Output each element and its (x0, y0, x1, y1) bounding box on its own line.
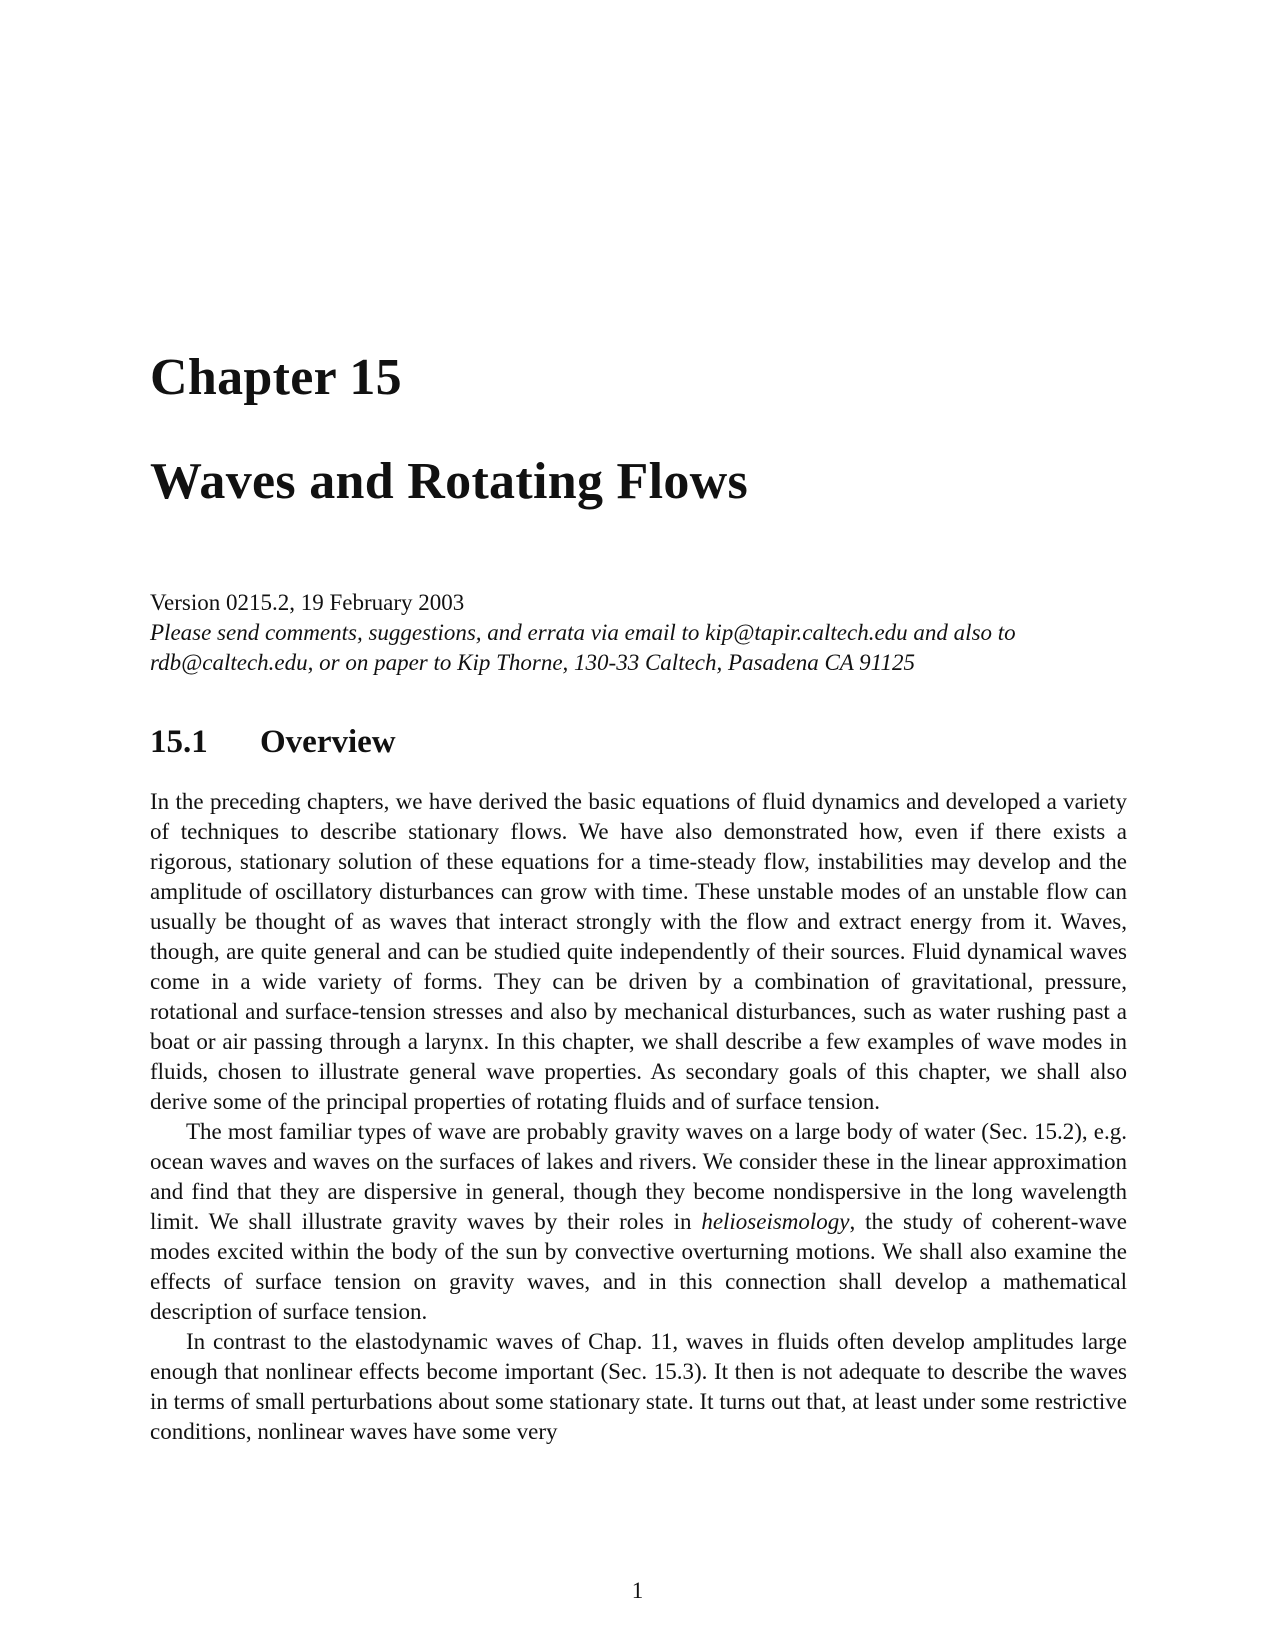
version-line: Version 0215.2, 19 February 2003 (150, 590, 465, 615)
paragraph-2-text-a: The most familiar types of wave are probably gravity waves on a large body of water (Sec. 15.2), e.g. ocean waves and waves on the surfaces of lakes and rivers. We consider these in the linear approximation and find that they are dispersive in general, though they become nondispersive in the long wavelength limit. We shall illustrate gravity waves by their roles in (150, 1119, 1127, 1234)
paragraph-3: In contrast to the elastodynamic waves of Chap. 11, waves in fluids often develop amplitudes large enough that nonlinear effects become important (Sec. 15.3). It then is not adequate to describe the waves in terms of small perturbations about some stationary state. It turns out that, at least under some restrictive conditions, nonlinear waves have some very (150, 1329, 1127, 1444)
paragraph-2-text-b: , the study of coherent-wave modes excited within the body of the sun by convective overturning motions. We shall also examine the effects of surface tension on gravity waves, and in this connection shall develop a mathematical description of surface tension. (150, 1209, 1127, 1324)
chapter-label: Chapter 15 (150, 349, 402, 406)
page-number: 1 (631, 1578, 644, 1603)
paragraph-2-emphasis: helioseismology (701, 1209, 850, 1234)
paragraph-2 (150, 1117, 1127, 1327)
section-heading (150, 722, 396, 762)
section-number: 15.1 (150, 724, 208, 760)
version-block (150, 588, 1130, 678)
paragraph-1: In the preceding chapters, we have derived the basic equations of fluid dynamics and developed a variety of techniques to describe stationary flows. We have also demonstrated how, even if there exists a rigorous, stationary solution of these equations for a time-steady flow, instabilities may develop and the amplitude of oscillatory disturbances can grow with time. These unstable modes of an unstable flow can usually be thought of as waves that interact strongly with the flow and extract energy from it. Waves, though, are quite general and can be studied quite independently of their sources. Fluid dynamical waves come in a wide variety of forms. They can be driven by a combination of gravitational, pressure, rotational and surface-tension stresses and also by mechanical disturbances, such as water rushing past a boat or air passing through a larynx. In this chapter, we shall describe a few examples of wave modes in fluids, chosen to illustrate general wave properties. As secondary goals of this chapter, we shall also derive some of the principal properties of rotating fluids and of surface tension. (150, 789, 1127, 1114)
errata-notice: Please send comments, suggestions, and errata via email to kip@tapir.caltech.edu and also to rdb@caltech.edu, or on paper to Kip Thorne, 130-33 Caltech, Pasadena CA 91125 (150, 620, 1016, 675)
chapter-title: Waves and Rotating Flows (150, 453, 749, 510)
section-title: Overview (260, 724, 396, 760)
body-text (150, 787, 1127, 1447)
